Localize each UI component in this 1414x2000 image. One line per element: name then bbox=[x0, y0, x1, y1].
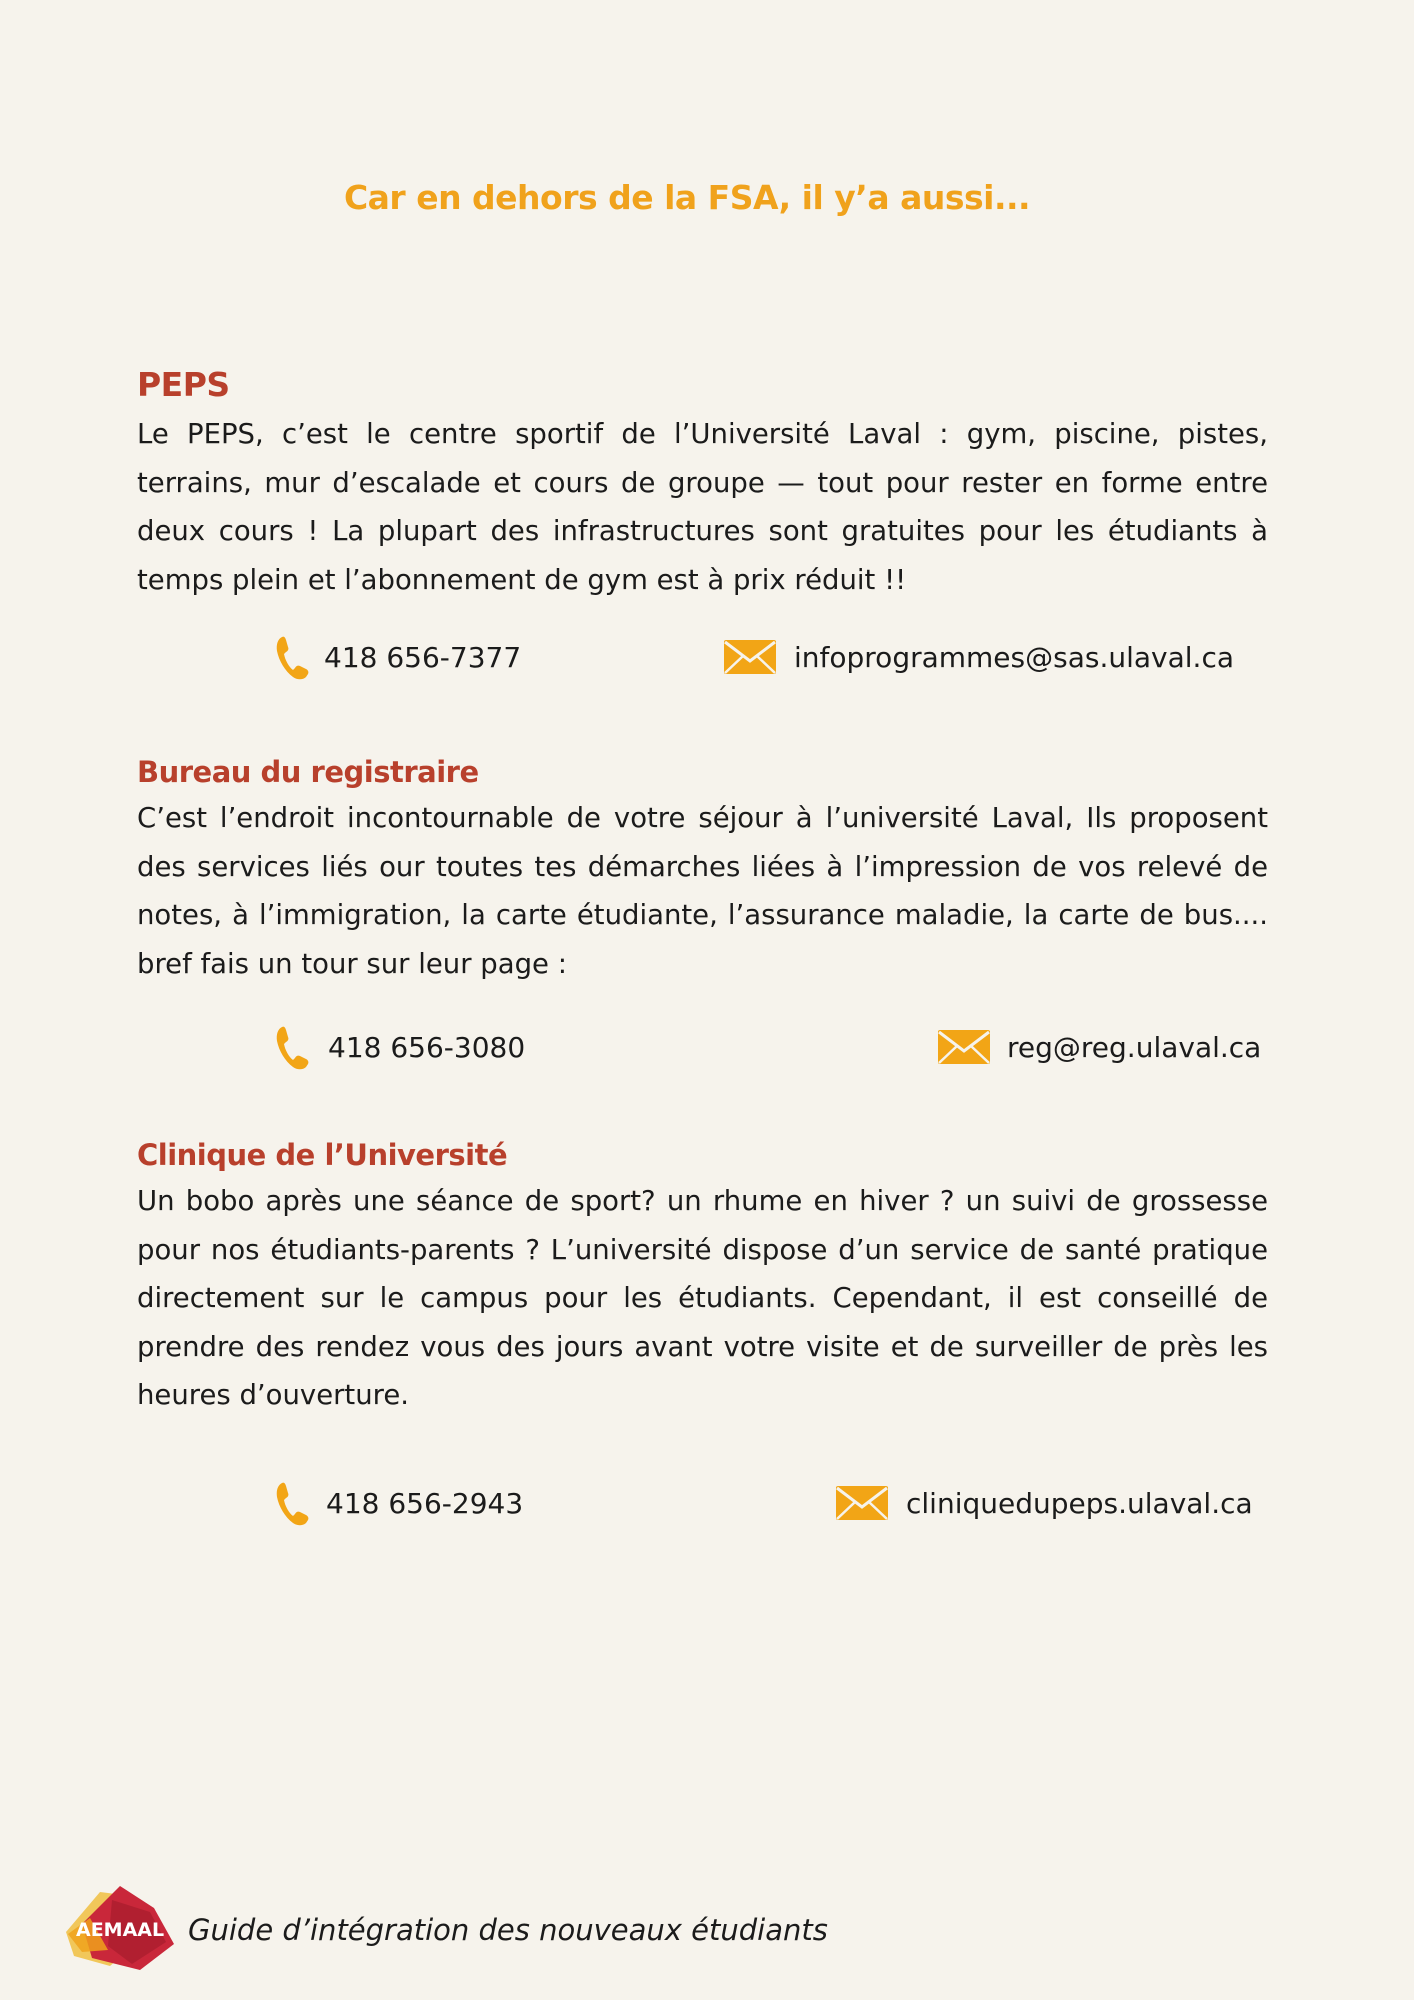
section-heading: PEPS bbox=[137, 365, 230, 404]
phone-number[interactable]: 418 656-7377 bbox=[324, 640, 522, 674]
envelope-icon bbox=[722, 639, 778, 675]
email-contact bbox=[722, 631, 1234, 683]
phone-icon bbox=[272, 1023, 312, 1071]
email-contact bbox=[936, 1021, 1261, 1073]
email-address[interactable]: infoprogrammes@sas.ulaval.ca bbox=[794, 640, 1235, 674]
footer-text: Guide d’intégration des nouveaux étudiants bbox=[188, 1913, 828, 1947]
page-title: Car en dehors de la FSA, il y’a aussi... bbox=[343, 178, 1031, 217]
section-body: Le PEPS, c’est le centre sportif de l’Université Laval : gym, piscine, pistes, terrains, mur d’escalade et cours de groupe — tout pour rester en forme entre deux cours ! La plupart des infrastructures sont gratuites pour les étudiants à temps plein et l’abonnement de gym est à prix réduit !! bbox=[137, 418, 1268, 596]
phone-icon bbox=[272, 1479, 312, 1527]
phone-contact bbox=[272, 1021, 525, 1073]
section-heading: Bureau du registraire bbox=[137, 755, 479, 789]
email-contact bbox=[834, 1477, 1253, 1529]
section-body: Un bobo après une séance de sport? un rhume en hiver ? un suivi de grossesse pour nos étudiants-parents ? L’université dispose d’un service de santé pratique directement sur le campus pour les étudiants. Cependant, il est conseillé de prendre des rendez vous des jours avant votre visite et de surveiller de près les heures d’ouverture. bbox=[137, 1185, 1268, 1411]
svg-text:AEMAAL: AEMAAL bbox=[76, 1918, 165, 1941]
phone-contact bbox=[272, 1477, 523, 1529]
envelope-icon bbox=[936, 1029, 992, 1065]
footer bbox=[62, 1882, 828, 1978]
phone-number[interactable]: 418 656-3080 bbox=[328, 1030, 526, 1064]
envelope-icon bbox=[834, 1485, 890, 1521]
email-address[interactable]: cliniquedupeps.ulaval.ca bbox=[906, 1486, 1253, 1520]
section-clinique bbox=[137, 1135, 1268, 1420]
section-peps bbox=[137, 362, 1268, 604]
phone-number[interactable]: 418 656-2943 bbox=[326, 1486, 524, 1520]
aemaal-logo bbox=[62, 1880, 184, 1981]
phone-icon bbox=[272, 633, 312, 681]
section-body: C’est l’endroit incontournable de votre séjour à l’université Laval, Ils proposent des services liés our toutes tes démarches liées à l’impression de vos relevé de notes, à l’immigration, la carte étudiante, l’assurance maladie, la carte de bus.... bref fais un tour sur leur page : bbox=[137, 802, 1268, 980]
phone-contact bbox=[272, 631, 521, 683]
email-address[interactable]: reg@reg.ulaval.ca bbox=[1007, 1030, 1262, 1064]
section-heading: Clinique de l’Université bbox=[137, 1138, 508, 1172]
section-registraire bbox=[137, 752, 1268, 988]
